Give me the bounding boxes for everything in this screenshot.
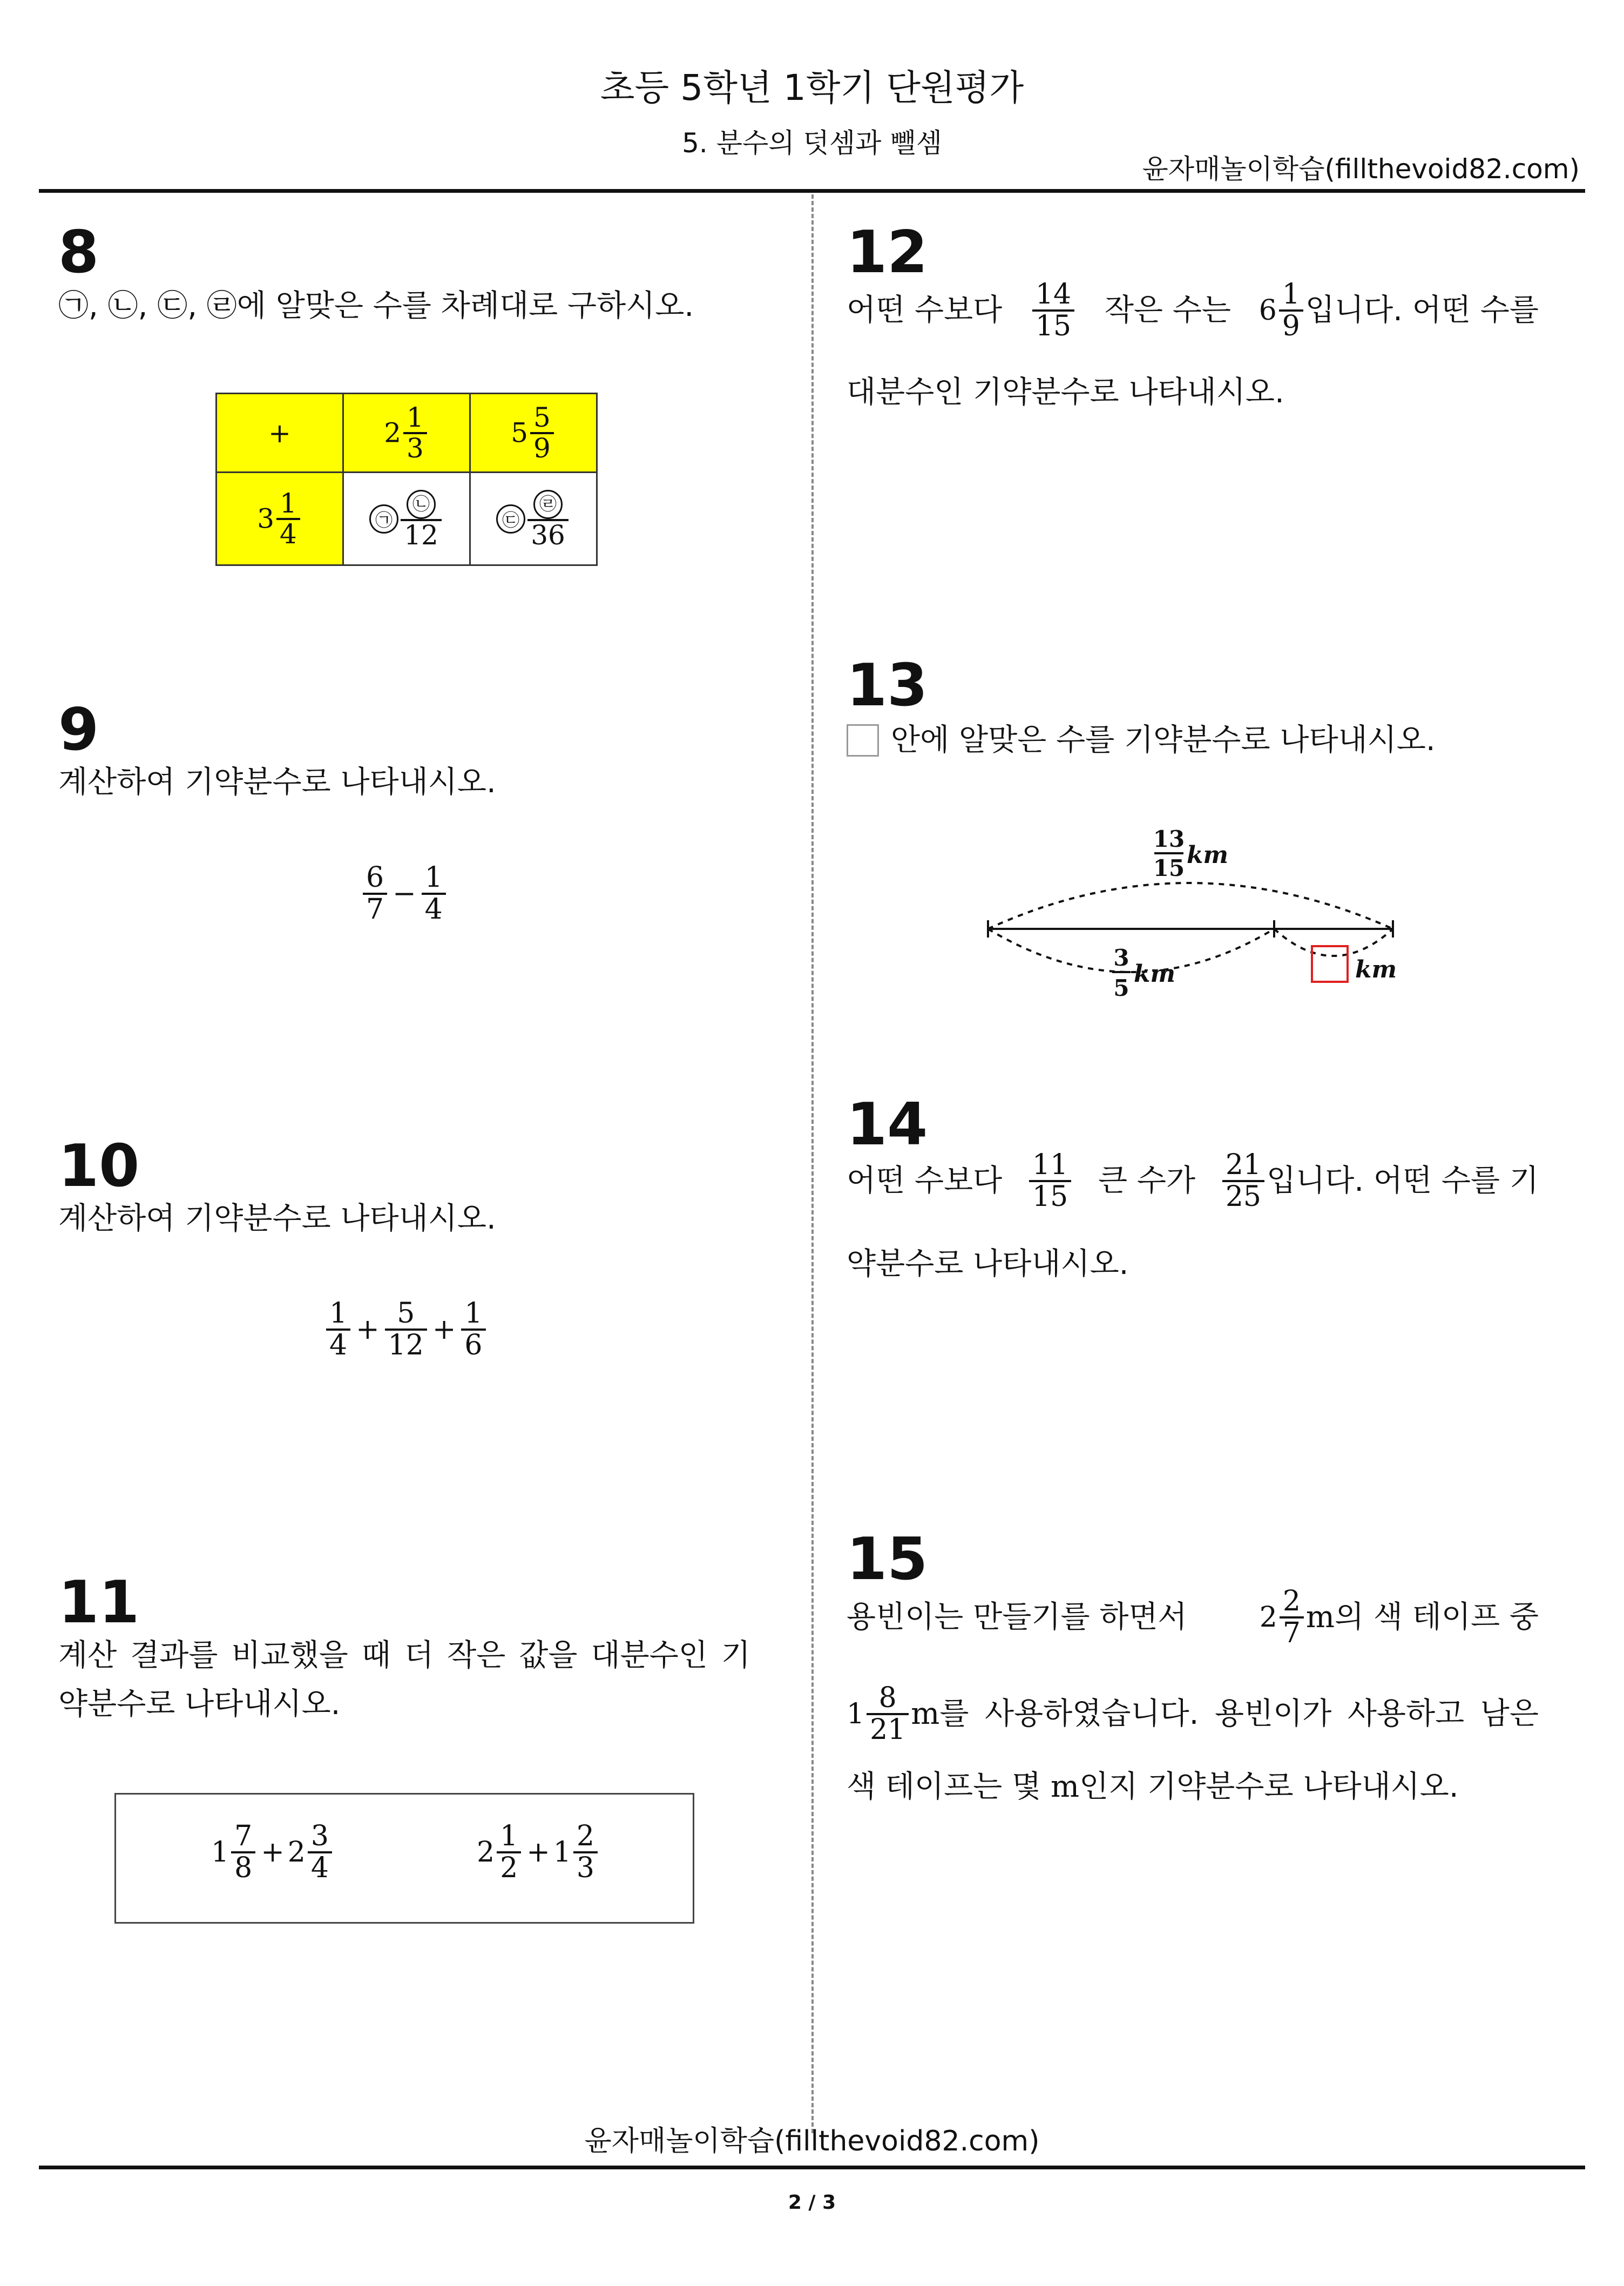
- question-10-text: 계산하여 기약분수로 나타내시오.: [58, 1201, 496, 1236]
- fraction: 11 15: [1029, 1150, 1071, 1211]
- question-8-text: ㉠, ㉡, ㉢, ㉣에 알맞은 수를 차례대로 구하시오.: [58, 288, 694, 323]
- unknown-arc: [1274, 929, 1393, 956]
- fraction: $\frac{1}{4}$: [276, 489, 300, 548]
- question-12-line2: 대분수인 기약분수로 나타내시오.: [847, 375, 1284, 410]
- unknown-answer-box: [1312, 946, 1348, 982]
- question-11-text-line1: 계산 결과를 비교했을 때 더 작은 값을 대분수인 기: [58, 1638, 750, 1673]
- question-12-line1: 어떤 수보다 14 15 작은 수는 6 1 9 입니다. 어떤 수를: [847, 278, 1539, 342]
- blank-symbol: ㉢: [496, 504, 525, 534]
- table-header-cell: 2 $\frac{1}{3}$: [343, 394, 470, 473]
- question-14-line2: 약분수로 나타내시오.: [847, 1246, 1129, 1282]
- total-num: 13: [1153, 826, 1185, 852]
- fraction: $\frac{5}{9}$: [530, 403, 554, 462]
- fraction: 6 7: [363, 863, 387, 924]
- part-num: 3: [1113, 945, 1129, 971]
- question-number-15: 15: [847, 1526, 928, 1593]
- question-number-14: 14: [847, 1091, 928, 1158]
- question-15-line3: 색 테이프는 몇 m인지 기약분수로 나타내시오.: [847, 1769, 1459, 1804]
- part-den: 5: [1113, 975, 1129, 1001]
- fraction: 2 7: [1280, 1587, 1304, 1648]
- table-answer-cell: [343, 473, 470, 565]
- total-unit: km: [1187, 841, 1229, 869]
- table-answer-cell: [470, 473, 597, 565]
- question-9-text: 계산하여 기약분수로 나타내시오.: [58, 765, 496, 800]
- unknown-unit: km: [1355, 956, 1397, 983]
- worksheet-title: 초등 5학년 1학기 단원평가: [600, 67, 1024, 109]
- table-operator-cell: +: [216, 394, 343, 473]
- addition-table: [215, 393, 598, 566]
- right-expression: 2 1 2 + 1 2 3: [477, 1822, 600, 1883]
- fraction: 3 4: [308, 1822, 332, 1883]
- fraction: 21 25: [1222, 1150, 1264, 1211]
- blank-symbol: ㉡: [407, 490, 436, 519]
- footer-rule: [39, 2166, 1585, 2169]
- question-number-11: 11: [58, 1569, 140, 1636]
- question-15-line2: 1 8 21 m 를 사용하였습니다. 용빈이가 사용하고 남은: [847, 1682, 1539, 1746]
- fraction: 8 21: [867, 1683, 909, 1744]
- column-divider: [811, 194, 814, 2133]
- header-rule: [39, 189, 1585, 193]
- comparison-box: [114, 1793, 694, 1924]
- question-number-12: 12: [847, 219, 928, 286]
- question-number-9: 9: [58, 696, 99, 764]
- header-brand: 윤자매놀이학습(fillthevoid82.com): [1142, 153, 1580, 185]
- blank-symbol: ㉣: [533, 490, 563, 519]
- blank-symbol: ㉠: [369, 504, 398, 534]
- fraction: 2 3: [573, 1822, 598, 1883]
- part-arc: [988, 929, 1274, 972]
- footer-brand: 윤자매놀이학습(fillthevoid82.com): [584, 2125, 1040, 2157]
- page-number: 2 / 3: [788, 2191, 836, 2214]
- distance-diagram: [983, 821, 1404, 1015]
- fraction: ㉡ 12: [401, 488, 442, 550]
- fraction: 14 15: [1032, 280, 1074, 341]
- fraction: 1 4: [326, 1299, 350, 1360]
- question-number-13: 13: [847, 652, 928, 719]
- fraction: 5 12: [385, 1299, 427, 1360]
- unit-subtitle: 5. 분수의 덧셈과 뺄셈: [682, 127, 942, 159]
- expression-9: 6 7 − 1 4: [361, 863, 448, 924]
- expression-10: 1 4 + 5 12 + 1 6: [324, 1299, 488, 1360]
- question-11-text-line2: 약분수로 나타내시오.: [58, 1687, 341, 1722]
- question-13-text: 안에 알맞은 수를 기약분수로 나타내시오.: [847, 718, 1436, 763]
- fraction: 1 4: [422, 863, 446, 924]
- table-header-cell: 5 $\frac{5}{9}$: [470, 394, 597, 473]
- total-arc: [988, 883, 1393, 929]
- question-15-line1: 용빈이는 만들기를 하면서 2 2 7 m 의 색 테이프 중: [847, 1585, 1539, 1649]
- question-14-line1: 어떤 수보다 11 15 큰 수가 21 25 입니다. 어떤 수를 기: [847, 1149, 1539, 1213]
- table-row-header-cell: 3 $\frac{1}{4}$: [216, 473, 343, 565]
- fraction: $\frac{1}{3}$: [403, 403, 427, 462]
- fraction: 1 2: [497, 1822, 521, 1883]
- fraction: 1 9: [1279, 280, 1303, 341]
- fraction: 7 8: [231, 1822, 255, 1883]
- part-unit: km: [1134, 960, 1176, 988]
- answer-box-icon: [847, 724, 879, 757]
- question-number-8: 8: [58, 219, 99, 286]
- total-den: 15: [1153, 855, 1185, 881]
- fraction: ㉣ 36: [527, 488, 569, 550]
- question-number-10: 10: [58, 1132, 140, 1200]
- left-expression: 1 7 8 + 2 3 4: [211, 1822, 334, 1883]
- fraction: 1 6: [461, 1299, 485, 1360]
